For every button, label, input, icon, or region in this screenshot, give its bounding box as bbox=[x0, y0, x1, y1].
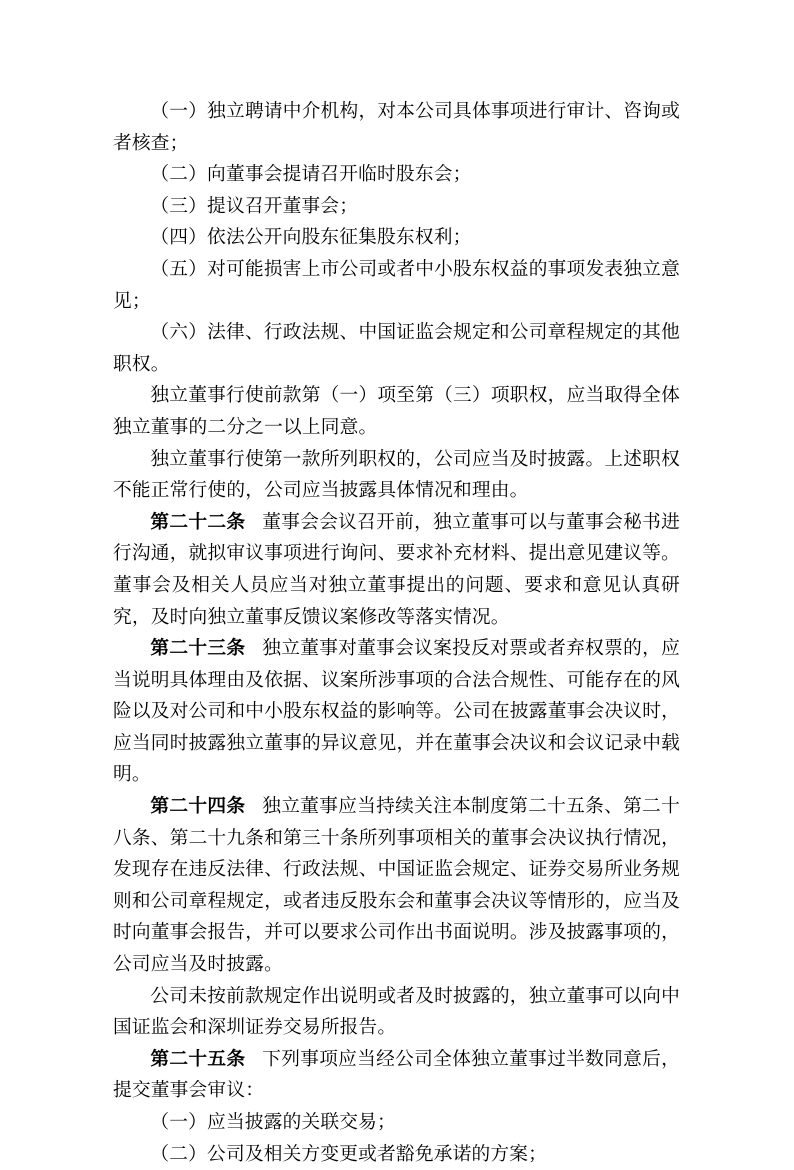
paragraph-text: （一）应当披露的关联交易； bbox=[150, 1112, 396, 1133]
paragraph bbox=[113, 981, 680, 1044]
article-paragraph bbox=[113, 633, 680, 791]
paragraph bbox=[113, 380, 680, 443]
article-paragraph bbox=[113, 1044, 680, 1107]
article-paragraph bbox=[113, 507, 680, 633]
paragraph-text: 公司未按前款规定作出说明或者及时披露的，独立董事可以向中国证监会和深圳证券交易所报告。 bbox=[113, 985, 680, 1039]
document-body bbox=[113, 96, 680, 1170]
paragraph bbox=[113, 1107, 680, 1139]
paragraph bbox=[113, 159, 680, 191]
paragraph-text: （三）提议召开董事会； bbox=[150, 195, 359, 217]
article-number: 第二十二条 bbox=[150, 511, 246, 533]
paragraph bbox=[113, 317, 680, 380]
paragraph-text: （六）法律、行政法规、中国证监会规定和公司章程规定的其他职权。 bbox=[113, 322, 680, 375]
paragraph-text: 独立董事行使第一款所列职权的，公司应当及时披露。上述职权不能正常行使的，公司应当披露具体情况和理由。 bbox=[113, 448, 680, 502]
paragraph-text: 独立董事对董事会议案投反对票或者弃权票的，应当说明具体理由及依据、议案所涉事项的合法合规性、可能存在的风险以及对公司和中小股东权益的影响等。公司在披露董事会决议时，应当同时披露独立董事的异议意见，并在董事会决议和会议记录中载明。 bbox=[113, 638, 680, 786]
paragraph bbox=[113, 96, 680, 159]
paragraph bbox=[113, 191, 680, 223]
paragraph-text: （二）公司及相关方变更或者豁免承诺的方案； bbox=[150, 1143, 548, 1165]
paragraph bbox=[113, 222, 680, 254]
article-number: 第二十五条 bbox=[150, 1048, 246, 1070]
paragraph-text: 独立董事行使前款第（一）项至第（三）项职权，应当取得全体独立董事的二分之一以上同意。 bbox=[113, 385, 680, 438]
paragraph bbox=[113, 444, 680, 507]
paragraph-text: （四）依法公开向股东征集股东权利； bbox=[150, 227, 472, 249]
article-paragraph bbox=[113, 791, 680, 981]
paragraph bbox=[113, 1139, 680, 1170]
paragraph-text: 下列事项应当经公司全体独立董事过半数同意后，提交董事会审议： bbox=[113, 1048, 680, 1102]
paragraph-text: （二）向董事会提请召开临时股东会； bbox=[150, 164, 472, 186]
paragraph-text: 董事会会议召开前，独立董事可以与董事会秘书进行沟通，就拟审议事项进行询问、要求补充材料、提出意见建议等。董事会及相关人员应当对独立董事提出的问题、要求和意见认真研究，及时向独立董事反馈议案修改等落实情况。 bbox=[113, 511, 680, 628]
paragraph-text: （五）对可能损害上市公司或者中小股东权益的事项发表独立意见； bbox=[113, 258, 680, 312]
paragraph bbox=[113, 254, 680, 317]
paragraph-text: 独立董事应当持续关注本制度第二十五条、第二十八条、第二十九条和第三十条所列事项相关的董事会决议执行情况，发现存在违反法律、行政法规、中国证监会规定、证券交易所业务规则和公司章程规定，或者违反股东会和董事会决议等情形的，应当及时向董事会报告，并可以要求公司作出书面说明。涉及披露事项的，公司应当及时披露。 bbox=[113, 796, 680, 976]
article-number: 第二十三条 bbox=[150, 638, 246, 660]
article-number: 第二十四条 bbox=[150, 796, 246, 818]
paragraph-text: （一）独立聘请中介机构，对本公司具体事项进行审计、咨询或者核查； bbox=[113, 101, 680, 154]
